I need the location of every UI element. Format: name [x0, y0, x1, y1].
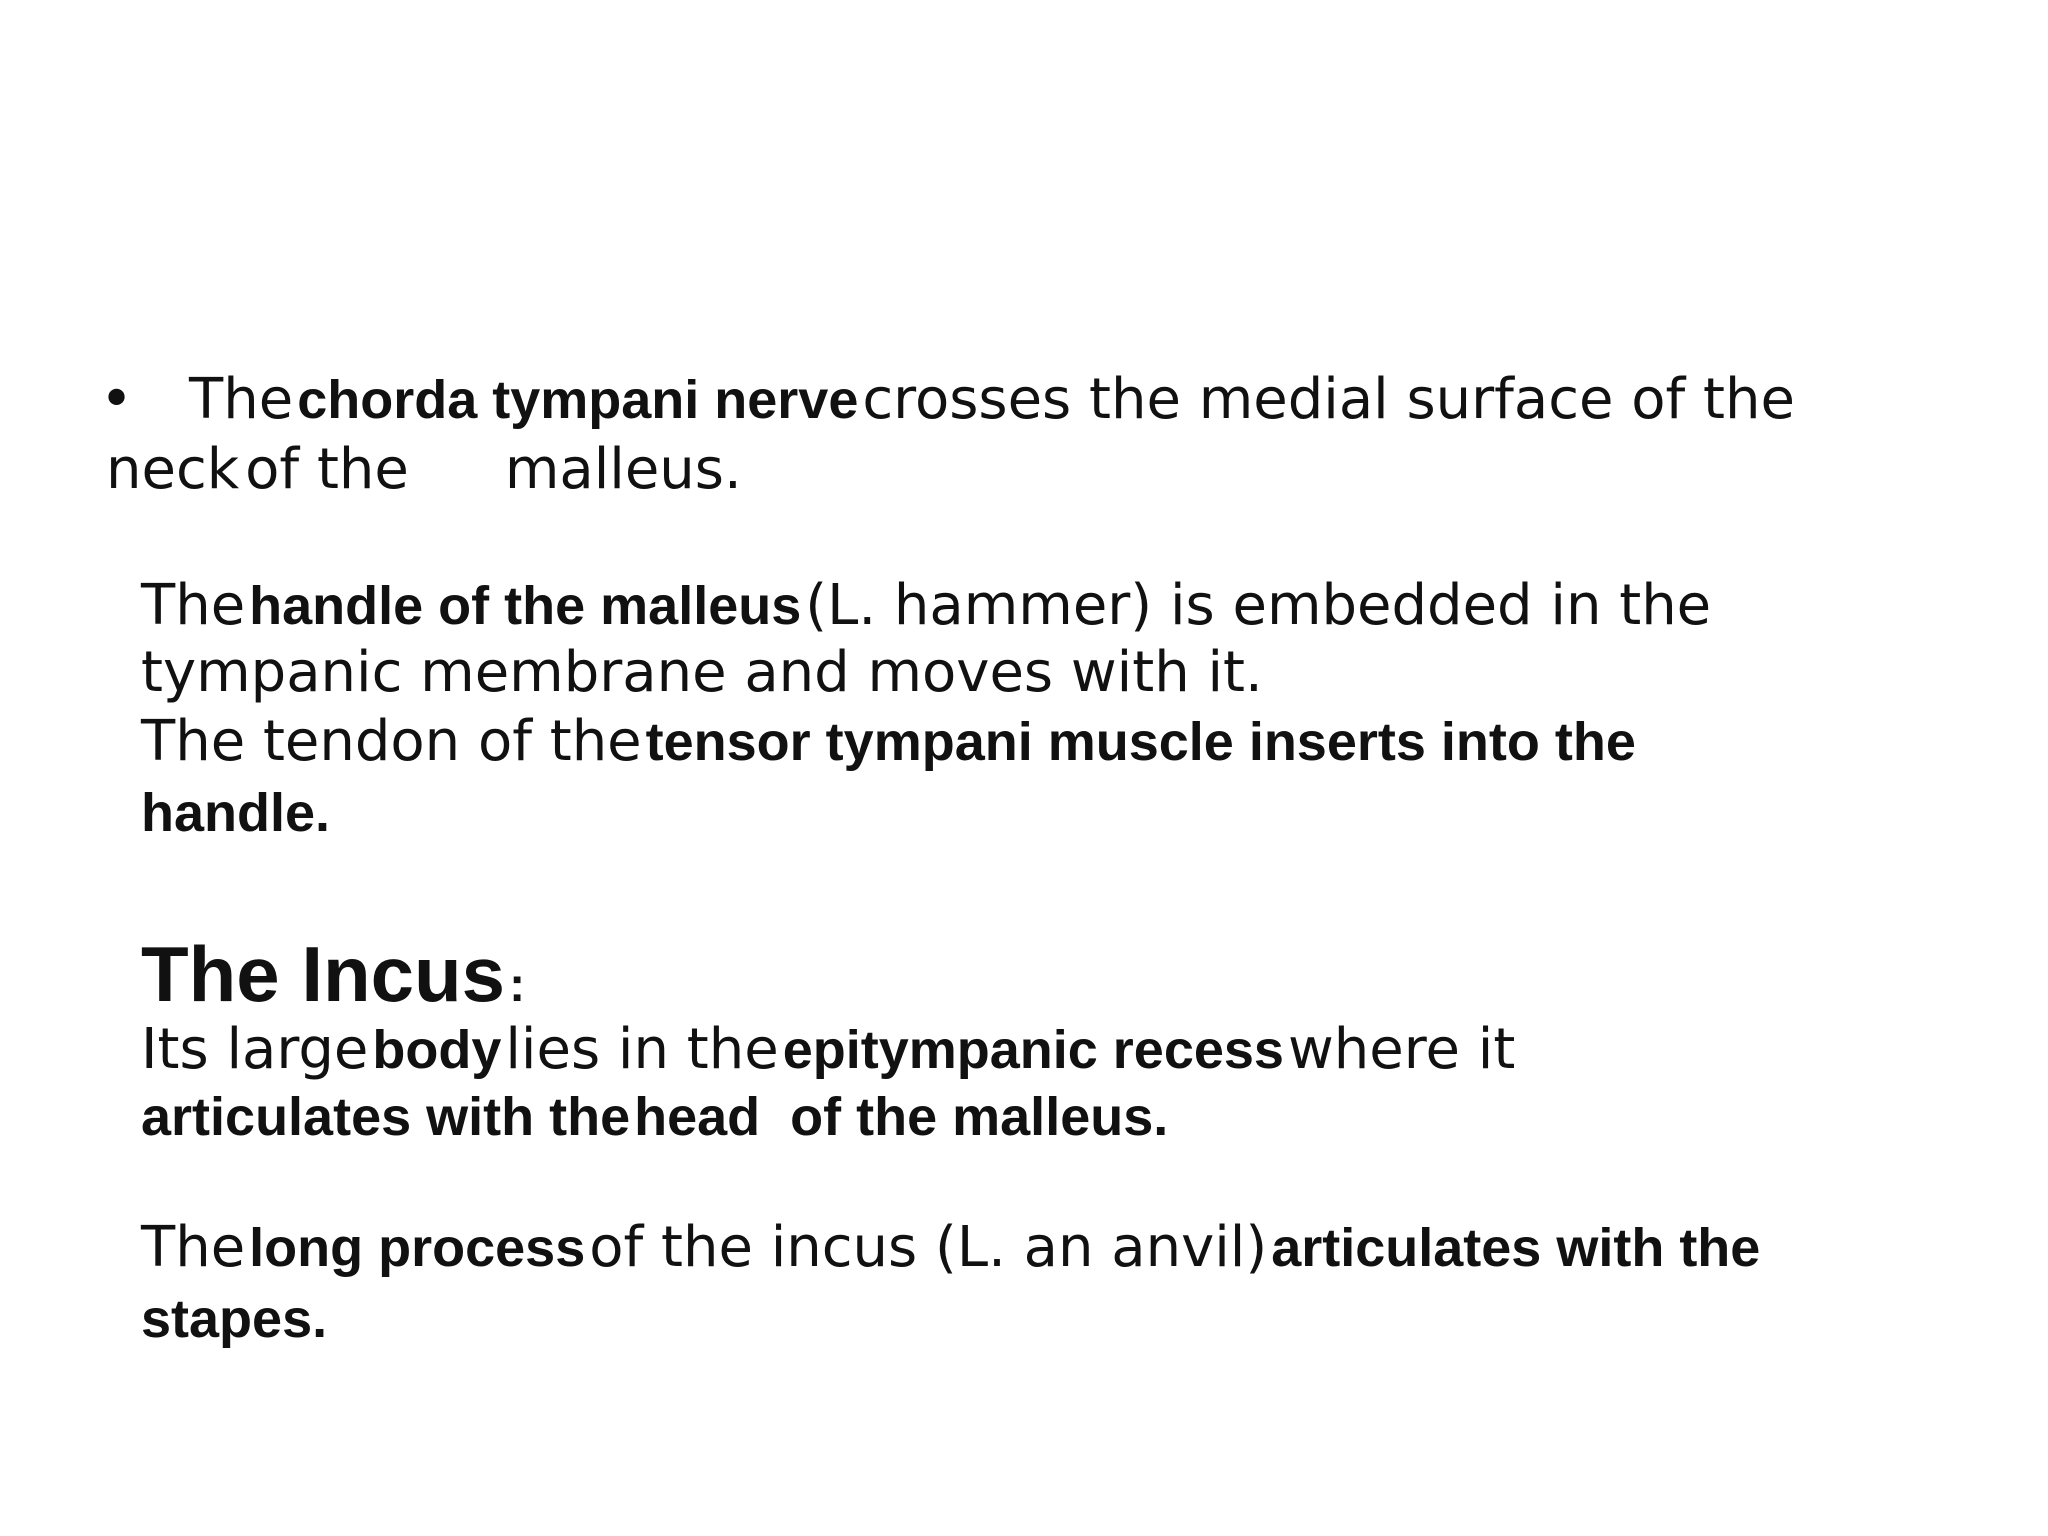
paragraph-long-process-line-2: [141, 1289, 328, 1349]
bullet: •: [100, 367, 134, 432]
heading-colon: :: [509, 959, 526, 1012]
text: malleus.: [504, 437, 742, 502]
text: .: [1153, 1087, 1169, 1147]
paragraph-long-process-line-1: [141, 1215, 1761, 1280]
term-tensor-tympani-muscle: tensor tympani muscle inserts into the: [645, 712, 1636, 772]
term-body: body: [372, 1020, 502, 1080]
text: tympanic membrane and moves with it.: [141, 640, 1263, 705]
paragraph-chorda-line-1: [100, 367, 1795, 432]
text: lies in the: [505, 1017, 779, 1082]
term-chorda-tympani-nerve: chorda tympani nerve: [297, 370, 859, 430]
text: .: [312, 1289, 328, 1349]
incus-heading-line: [141, 930, 526, 1018]
paragraph-incus-line-2: [141, 1087, 1169, 1147]
term-epitympanic-recess: epitympanic recess: [782, 1020, 1284, 1080]
heading-the-incus: The Incus: [141, 930, 506, 1018]
text: The: [141, 573, 246, 638]
text: The: [189, 367, 294, 432]
text: Its large: [141, 1017, 369, 1082]
text: neck: [106, 437, 240, 502]
paragraph-handle-line-2: [141, 640, 1263, 705]
paragraph-handle-line-1: [141, 573, 1712, 638]
term-stapes: stapes: [141, 1289, 313, 1349]
paragraph-handle-line-4: [141, 783, 331, 843]
text: crosses the medial surface of the: [862, 367, 1795, 432]
term-articulates-with-the-stapes: articulates with the: [1271, 1218, 1761, 1278]
text: where it: [1287, 1017, 1516, 1082]
term-head-of-the-malleus: head of the malleus: [634, 1087, 1154, 1147]
paragraph-handle-line-3: [141, 709, 1636, 774]
term-handle-of-the-malleus: handle of the malleus: [249, 576, 802, 636]
text: .: [315, 783, 331, 843]
paragraph-chorda-line-2: [106, 437, 742, 502]
term-articulates-with-the: articulates with the: [141, 1087, 631, 1147]
text: of the incus (L. an anvil): [589, 1215, 1268, 1280]
text: The tendon of the: [141, 709, 642, 774]
paragraph-incus-line-1: [141, 1017, 1516, 1082]
text: of the: [245, 437, 409, 502]
text: (L. hammer) is embedded in the: [805, 573, 1712, 638]
term-long-process: long process: [249, 1218, 586, 1278]
term-handle: handle: [141, 783, 316, 843]
text: The: [141, 1215, 246, 1280]
